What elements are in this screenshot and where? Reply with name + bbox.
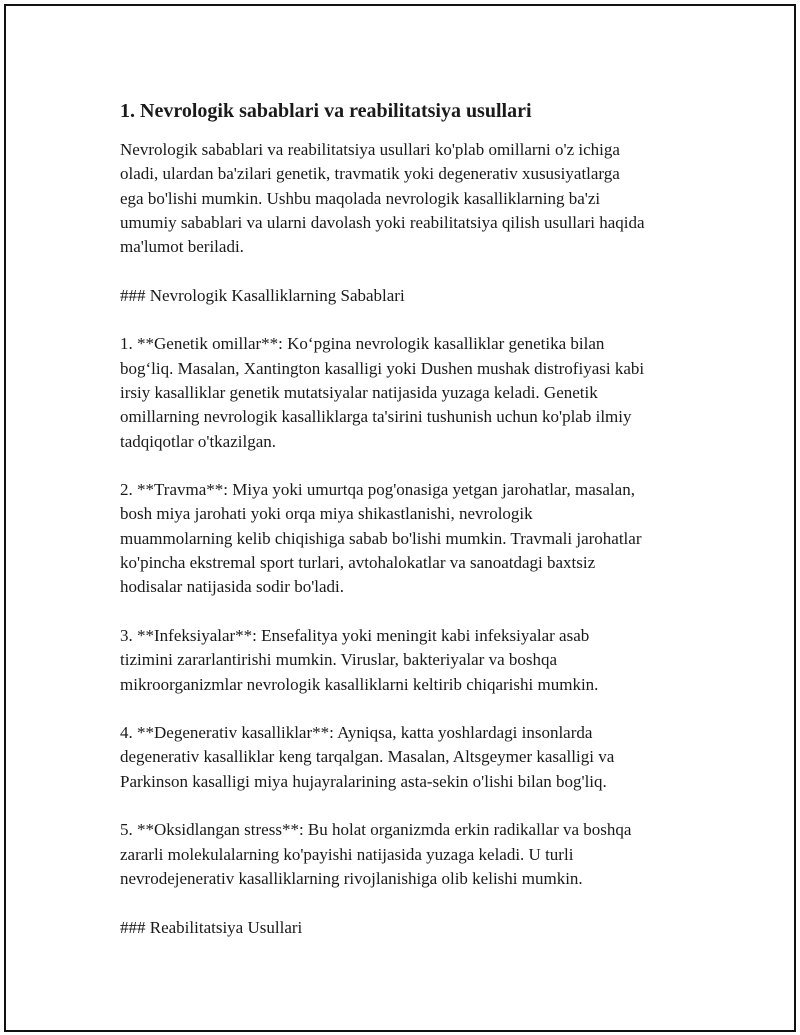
paragraph-gap [120, 891, 700, 915]
text-line: bog‘liq. Masalan, Xantington kasalligi yoki Dushen mushak distrofiyasi kabi [120, 358, 645, 378]
text-line: zararli molekulalarning ko'payishi natijasida yuzaga keladi. U turli [120, 844, 574, 864]
text-line: Parkinson kasalligi miya hujayralarining asta-sekin o'lishi bilan bog'liq. [120, 771, 607, 791]
paragraph-gap [120, 308, 700, 332]
text-line: Nevrologik sabablari va reabilitatsiya usullari ko'plab omillarni o'z ichiga [120, 140, 620, 159]
section-heading-rehabilitation: ### Reabilitatsiya Usullari [120, 917, 303, 937]
text-line: oladi, ulardan ba'zilari genetik, travmatik yoki degenerativ xususiyatlarga [120, 164, 620, 184]
text-line: irsiy kasalliklar genetik mutatsiyalar natijasida yuzaga keladi. Genetik [120, 382, 598, 402]
text-line: ma'lumot beriladi. [120, 237, 244, 257]
list-item-degenerative [120, 721, 700, 794]
list-item-oxidative-stress [120, 818, 700, 891]
text-line: hodisalar natijasida sodir bo'ladi. [120, 577, 345, 597]
paragraph-gap [120, 697, 700, 721]
text-line: tadqiqotlar o'tkazilgan. [120, 431, 277, 451]
paragraph-gap [120, 454, 700, 478]
paragraph-gap [120, 259, 700, 283]
list-item-trauma [120, 478, 700, 599]
text-line: 4. **Degenerativ kasalliklar**: Ayniqsa, katta yoshlardagi insonlarda [120, 723, 593, 743]
text-line: ko'pincha ekstremal sport turlari, avtohalokatlar va sanoatdagi baxtsiz [120, 553, 596, 573]
text-line: mikroorganizmlar nevrologik kasalliklarni keltirib chiqarishi mumkin. [120, 674, 599, 694]
text-line: muammolarning kelib chiqishiga sabab bo'lishi mumkin. Travmali jarohatlar [120, 528, 642, 548]
text-line: degenerativ kasalliklar keng tarqalgan. Masalan, Altsgeymer kasalligi va [120, 747, 615, 767]
text-line: tizimini zararlantirishi mumkin. Viruslar, bakteriyalar va boshqa [120, 650, 558, 670]
text-line: 3. **Infeksiyalar**: Ensefalitya yoki meningit kabi infeksiyalar asab [120, 625, 590, 645]
text-line: 2. **Travma**: Miya yoki umurtqa pog'onasiga yetgan jarohatlar, masalan, [120, 480, 635, 500]
document-title: 1. Nevrologik sabablari va reabilitatsiya usullari [120, 100, 532, 122]
document-body [120, 98, 700, 940]
section-heading-causes: ### Nevrologik Kasalliklarning Sabablari [120, 285, 405, 305]
text-line: umumiy sabablari va ularni davolash yoki reabilitatsiya qilish usullari haqida [120, 212, 645, 232]
paragraph-gap [120, 600, 700, 624]
paragraph-gap [120, 794, 700, 818]
text-line: 5. **Oksidlangan stress**: Bu holat organizmda erkin radikallar va boshqa [120, 820, 632, 840]
list-item-infections [120, 624, 700, 697]
text-line: bosh miya jarohati yoki orqa miya shikastlanishi, nevrologik [120, 504, 533, 524]
intro-paragraph [120, 138, 700, 259]
text-line: omillarning nevrologik kasalliklarga ta'sirini tushunish uchun ko'plab ilmiy [120, 407, 632, 427]
text-line: ega bo'lishi mumkin. Ushbu maqolada nevrologik kasalliklarning ba'zi [120, 188, 601, 208]
text-line: 1. **Genetik omillar**: Ko‘pgina nevrologik kasalliklar genetika bilan [120, 334, 605, 354]
text-line: nevrodejenerativ kasalliklarning rivojlanishiga olib kelishi mumkin. [120, 868, 583, 888]
list-item-genetic [120, 332, 700, 453]
page-frame [4, 4, 796, 1032]
